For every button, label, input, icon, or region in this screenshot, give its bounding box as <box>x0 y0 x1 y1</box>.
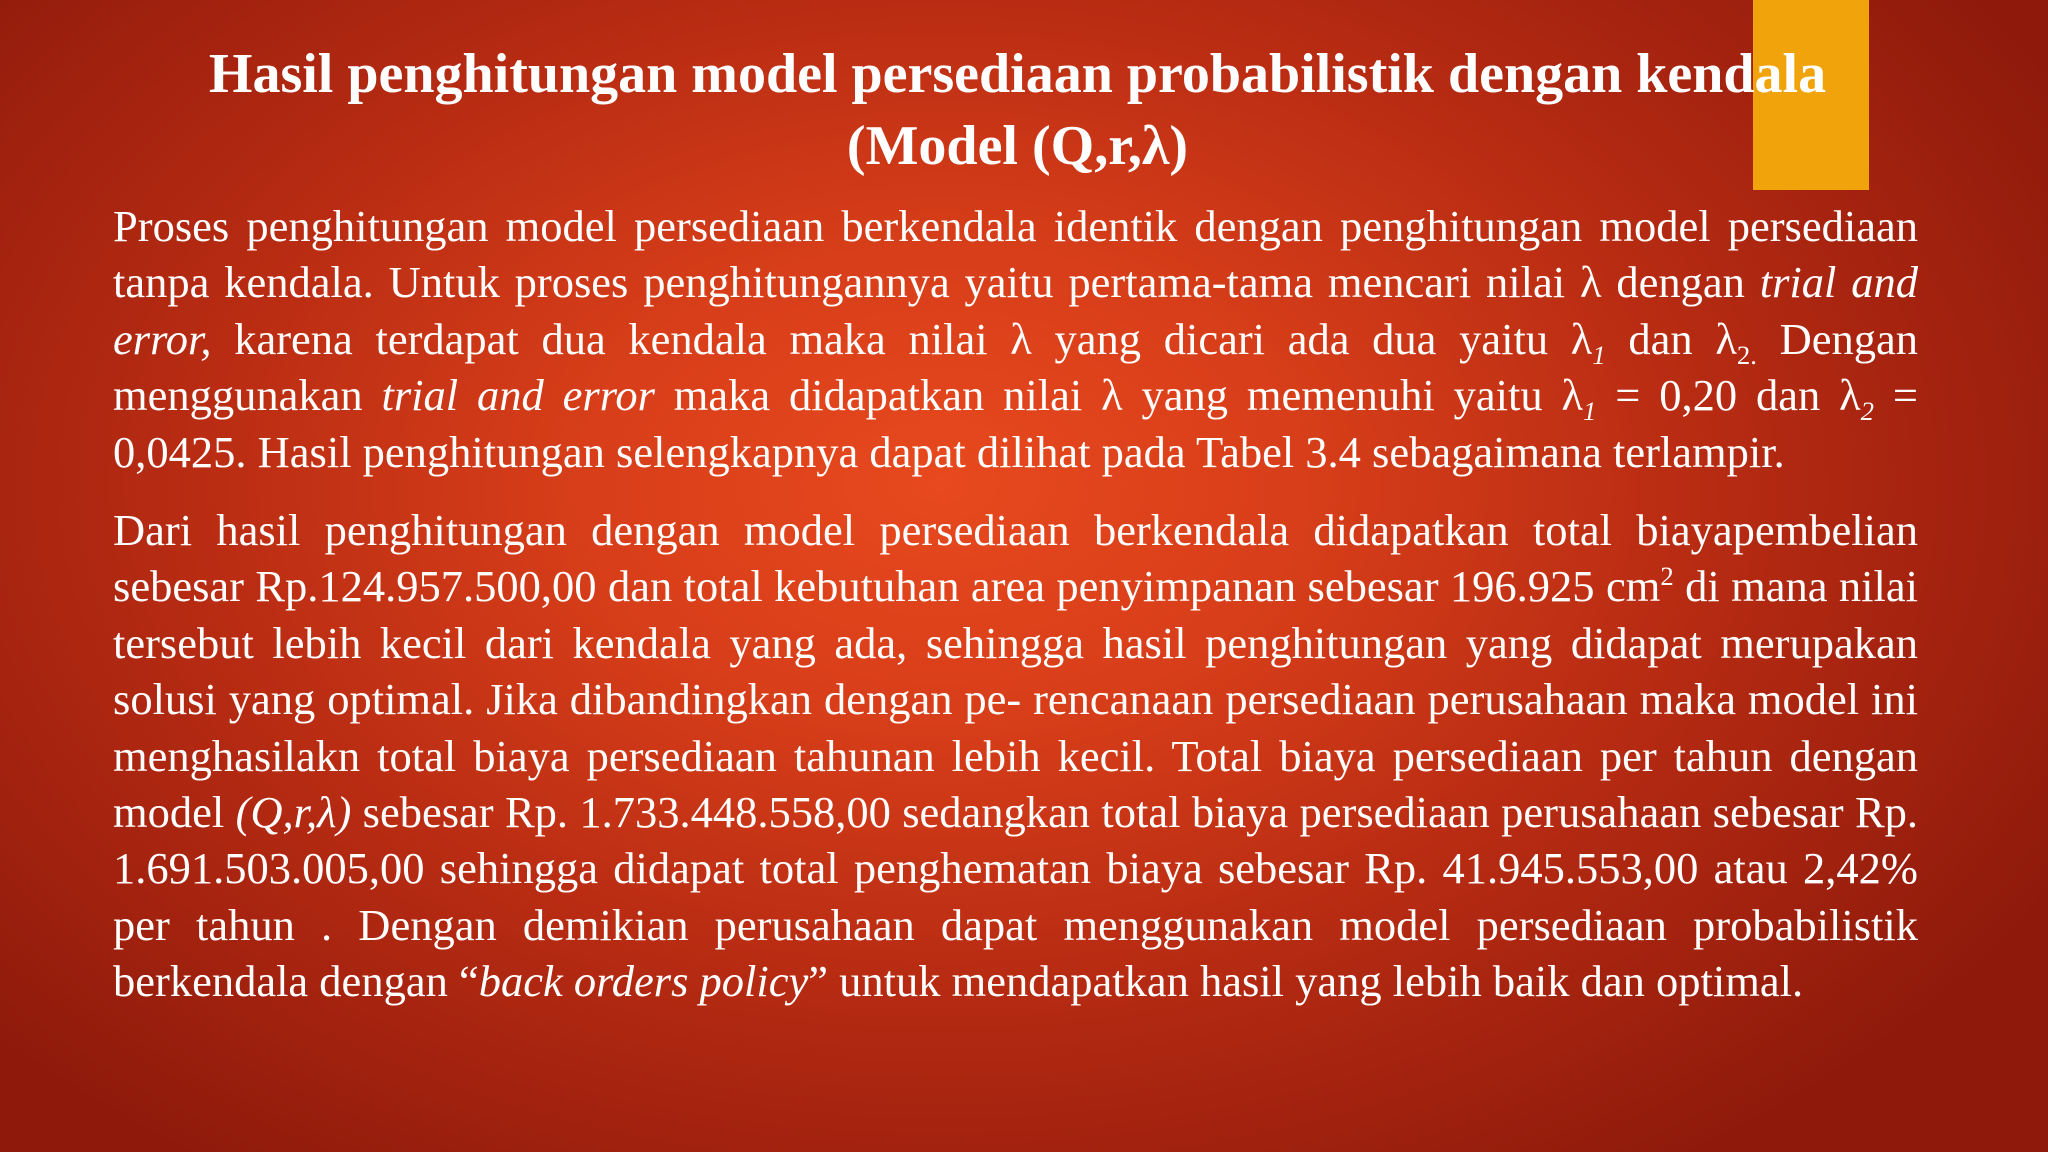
p1-text-6: = 0,20 dan λ <box>1596 370 1861 421</box>
p1-italic-2: trial and error <box>381 370 655 421</box>
paragraph-1 <box>113 198 1918 480</box>
p2-text-4: ” untuk mendapatkan hasil yang lebih baik dan optimal. <box>808 956 1804 1007</box>
p1-text-7: = 0,0425. Hasil penghitungan selengkapnya dapat dilihat pada Tabel 3.4 sebagaimana terlampir. <box>113 370 1918 477</box>
slide-body <box>113 198 1918 1010</box>
p2-italic-1: (Q,r,λ) <box>235 787 352 838</box>
p2-italic-2: back orders policy <box>478 956 809 1007</box>
p1-subscript-1: 1 <box>1592 339 1606 370</box>
p1-text-1: Proses penghitungan model persediaan berkendala identik dengan penghitungan model persediaan tanpa kendala. Untuk proses penghitungannya yaitu pertama-tama mencari nilai λ dengan <box>113 201 1918 308</box>
p1-subscript-3: 1 <box>1583 396 1597 427</box>
p1-subscript-2: 2. <box>1736 339 1757 370</box>
p1-text-3: dan λ <box>1605 313 1737 364</box>
title-line-2: (Model (Q,r,λ) <box>846 115 1189 177</box>
title-line-1: Hasil penghitungan model persediaan probabilistik dengan kendala <box>208 43 1827 105</box>
p1-text-2: karena terdapat dua kendala maka nilai λ yang dicari ada dua yaitu λ <box>211 313 1593 364</box>
p1-italic-1: trial and error, <box>113 257 1918 364</box>
p1-subscript-4: 2 <box>1860 396 1875 427</box>
p2-superscript-1: 2 <box>1660 561 1674 592</box>
p1-text-5: maka didapatkan nilai λ yang memenuhi yaitu λ <box>654 370 1584 421</box>
p2-text-1: Dari hasil penghitungan dengan model persediaan berkendala didapatkan total biayapembelian sebesar Rp.124.957.500,00 dan total kebutuhan area penyimpanan sebesar 196.925 cm <box>113 505 1918 612</box>
slide-title <box>130 38 1905 182</box>
p2-text-2: di mana nilai tersebut lebih kecil dari kendala yang ada, sehingga hasil penghitungan yang didapat merupakan solusi yang optimal. Jika dibandingkan dengan pe- rencanaan persediaan perusahaan maka model ini menghasilakn total biaya persediaan tahunan lebih kecil. Total biaya persediaan per tahun dengan model <box>113 561 1918 838</box>
paragraph-2 <box>113 502 1918 1010</box>
p2-text-3: sebesar Rp. 1.733.448.558,00 sedangkan total biaya persediaan perusahaan sebesar Rp. 1.691.503.005,00 sehingga didapat total penghematan biaya sebesar Rp. 41.945.553,00 atau 2,42% per tahun . Dengan demikian perusahaan dapat menggunakan model persediaan probabilistik berkendala dengan “ <box>113 787 1919 1007</box>
p1-text-4: Dengan menggunakan <box>113 313 1919 421</box>
